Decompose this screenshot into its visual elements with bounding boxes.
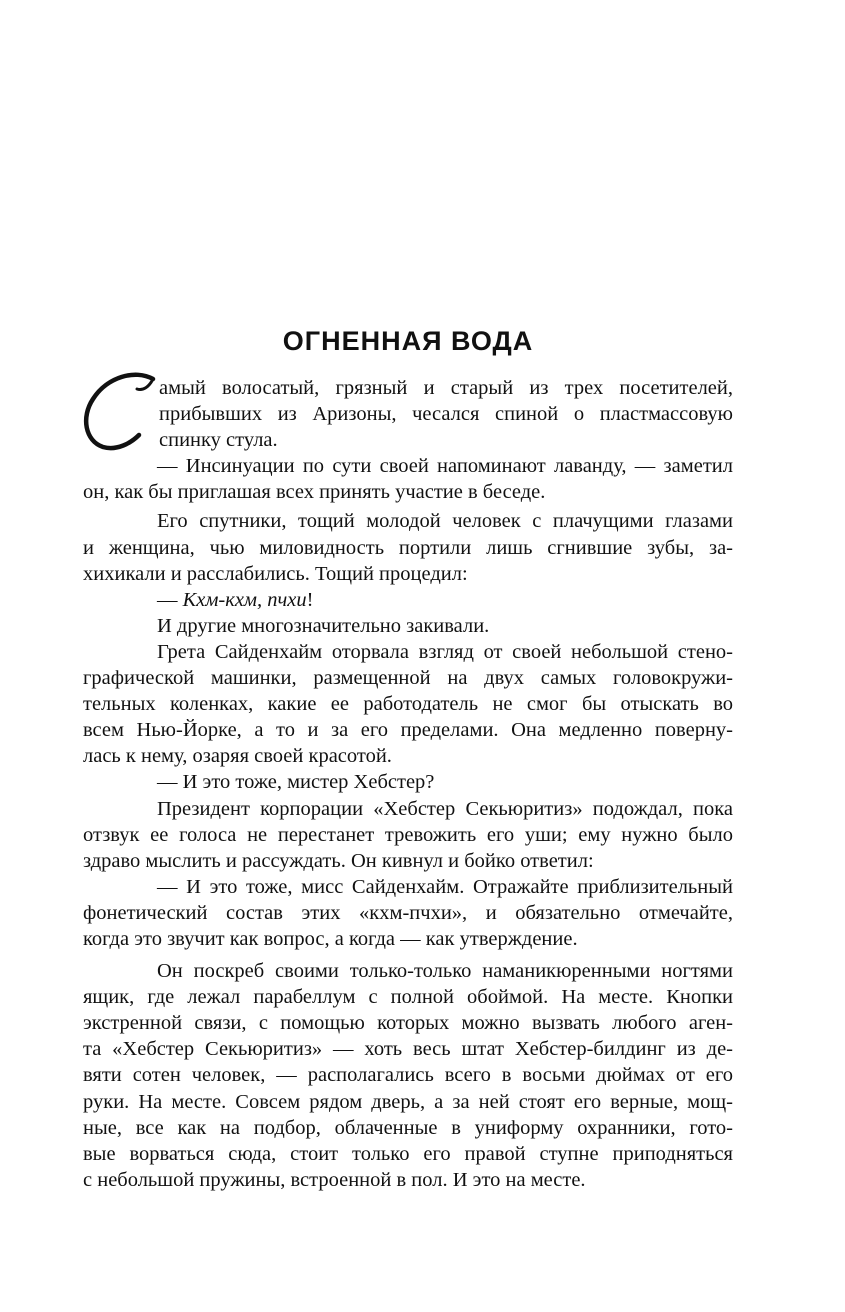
paragraph-4 <box>83 587 733 613</box>
text-line: та «Хебстер Секьюритиз» — хоть весь штат Хебстер-билдинг из де- <box>83 1038 733 1061</box>
text-line: амый волосатый, грязный и старый из трех посетителей, <box>159 377 733 399</box>
text-line: тельных коленках, какие ее работодатель не смог бы отыскать во <box>83 693 733 716</box>
paragraph-8 <box>83 796 733 874</box>
paragraph-2 <box>83 453 733 505</box>
text-line: лась к нему, озаряя своей красотой. <box>83 745 392 768</box>
text-line: — И это тоже, мисс Сайденхайм. Отражайте приблизительный <box>157 875 733 898</box>
text-line: ящик, где лежал парабеллум с полной обоймой. На месте. Кнопки <box>83 986 733 1009</box>
paragraph-7 <box>83 769 733 795</box>
italic-phrase: Кхм-кхм, пчхи <box>182 588 307 611</box>
text-line: Президент корпорации «Хебстер Секьюритиз» подождал, пока <box>157 797 733 820</box>
text-line: и женщина, чью миловидность портили лишь сгнившие зубы, за- <box>83 536 733 559</box>
chapter-title: ОГНЕННАЯ ВОДА <box>282 326 534 356</box>
text-line: с небольшой пружины, встроенной в пол. И это на месте. <box>83 1168 586 1191</box>
text-line: экстренной связи, с помощью которых можно вызвать любого аген- <box>83 1012 733 1035</box>
text-line: хихикали и расслабились. Тощий процедил: <box>83 562 468 585</box>
text-line: фонетический состав этих «кхм-пчхи», и обязательно отмечайте, <box>83 901 733 924</box>
text-line: И другие многозначительно закивали. <box>157 614 490 637</box>
drop-cap-letter <box>77 369 163 459</box>
paragraph-1 <box>83 375 733 453</box>
book-page <box>83 0 733 1312</box>
text-line: Грета Сайденхайм оторвала взгляд от своей небольшой стено- <box>157 640 733 663</box>
text-line: Он поскреб своими только-только наманикюренными ногтями <box>157 960 733 983</box>
chapter-body <box>83 375 733 1193</box>
text-line: графической машинки, размещенной на двух самых головокружи- <box>83 667 733 690</box>
paragraph-6 <box>83 639 733 769</box>
text-line: он, как бы приглашая всех принять участие в беседе. <box>83 481 546 504</box>
text-line: — Инсинуации по сути своей напоминают лаванду, — заметил <box>157 455 733 478</box>
dialogue-dash: — <box>157 588 183 611</box>
text-line: прибывших из Аризоны, чесался спиной о пластмассовую <box>159 403 733 426</box>
text-line: вые ворваться сюда, стоит только его правой ступне приподняться <box>83 1142 733 1165</box>
text-line: здраво мыслить и рассуждать. Он кивнул и бойко ответил: <box>83 849 594 872</box>
text-line: — И это тоже, мистер Хебстер? <box>157 771 435 794</box>
paragraph-3 <box>83 508 733 586</box>
text-line: когда это звучит как вопрос, а когда — как утверждение. <box>83 927 578 950</box>
text-line: отзвук ее голоса не перестанет тревожить его уши; ему нужно было <box>83 823 733 846</box>
text-line: вяти сотен человек, — располагались всего в восьми дюймах от его <box>83 1064 733 1087</box>
exclamation-mark: ! <box>306 588 314 611</box>
paragraph-9 <box>83 874 733 952</box>
text-line: ные, все как на подбор, облаченные в униформу охранники, гото- <box>83 1116 733 1139</box>
text-line: руки. На месте. Совсем рядом дверь, а за ней стоят его верные, мощ- <box>83 1090 733 1113</box>
paragraph-5 <box>83 613 733 639</box>
text-line: Его спутники, тощий молодой человек с плачущими глазами <box>157 510 733 533</box>
text-line: всем Нью-Йорке, а то и за его пределами. Она медленно поверну- <box>83 719 733 742</box>
paragraph-10 <box>83 958 733 1193</box>
text-line: спинку стула. <box>159 429 278 452</box>
